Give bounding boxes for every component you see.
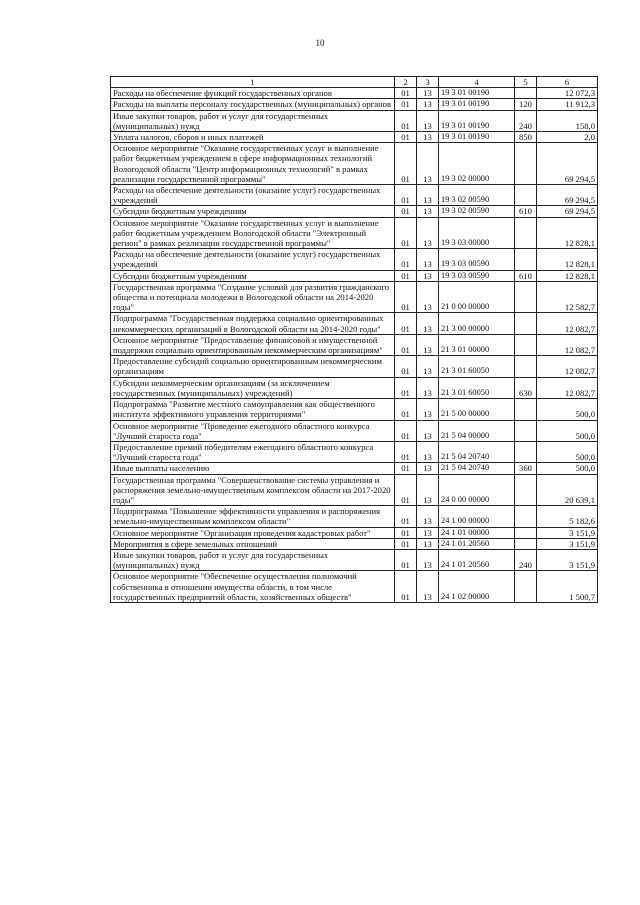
table-row — [111, 463, 598, 474]
row-section-cell: 01 — [395, 399, 417, 420]
row-target-article-cell: 19 3 02 00000 — [439, 143, 515, 185]
table-row — [111, 549, 598, 570]
row-amount-cell: 500,0 — [537, 399, 598, 420]
row-section-cell: 01 — [395, 249, 417, 270]
row-name-cell: Государственная программа "Создание условий для развития гражданского общества и потенциала молодежи в Вологодской области на 2014-2020 годы" — [111, 281, 395, 313]
row-expense-type-cell — [515, 143, 537, 185]
table-row — [111, 313, 598, 334]
row-name-cell: Уплата налогов, сборов и иных платежей — [111, 132, 395, 143]
table-row — [111, 356, 598, 377]
row-target-article-cell: 24 1 02 00000 — [439, 571, 515, 603]
row-name-cell: Государственная программа "Совершенствование системы управления и распоряжения земельно-имущественным комплексом области на 2017-2020 годы" — [111, 474, 395, 506]
row-amount-cell: 12 582,7 — [537, 281, 598, 313]
row-expense-type-cell — [515, 356, 537, 377]
row-subsection-cell: 13 — [417, 571, 439, 603]
row-subsection-cell: 13 — [417, 538, 439, 549]
row-expense-type-cell: 630 — [515, 377, 537, 398]
row-target-article-cell: 24 1 00 00000 — [439, 506, 515, 527]
table-row — [111, 185, 598, 206]
row-name-cell: Основное мероприятие "Проведение ежегодного областного конкурса "Лучший староста года" — [111, 420, 395, 441]
row-amount-cell: 500,0 — [537, 463, 598, 474]
row-subsection-cell: 13 — [417, 506, 439, 527]
row-subsection-cell: 13 — [417, 334, 439, 355]
row-section-cell: 01 — [395, 420, 417, 441]
table-row — [111, 334, 598, 355]
row-section-cell: 01 — [395, 110, 417, 131]
row-section-cell: 01 — [395, 206, 417, 217]
column-header: 3 — [417, 77, 439, 88]
row-target-article-cell: 19 3 02 00590 — [439, 206, 515, 217]
row-target-article-cell: 19 3 01 00190 — [439, 99, 515, 110]
row-amount-cell: 69 294,5 — [537, 206, 598, 217]
row-section-cell: 01 — [395, 132, 417, 143]
table-row — [111, 474, 598, 506]
row-target-article-cell: 21 5 04 20740 — [439, 463, 515, 474]
row-section-cell: 01 — [395, 506, 417, 527]
row-expense-type-cell — [515, 441, 537, 462]
row-target-article-cell: 24 0 00 00000 — [439, 474, 515, 506]
row-expense-type-cell — [515, 88, 537, 99]
row-subsection-cell: 13 — [417, 377, 439, 398]
page-number: 10 — [315, 38, 325, 48]
table-row — [111, 217, 598, 249]
row-name-cell: Расходы на выплаты персоналу государственных (муниципальных) органов — [111, 99, 395, 110]
row-name-cell: Иные закупки товаров, работ и услуг для государственных (муниципальных) нужд — [111, 110, 395, 131]
table-row — [111, 132, 598, 143]
row-expense-type-cell — [515, 313, 537, 334]
row-amount-cell: 12 082,7 — [537, 377, 598, 398]
row-section-cell: 01 — [395, 356, 417, 377]
row-subsection-cell: 13 — [417, 143, 439, 185]
row-subsection-cell: 13 — [417, 110, 439, 131]
row-name-cell: Субсидии бюджетным учреждениям — [111, 270, 395, 281]
column-header: 6 — [537, 77, 598, 88]
row-section-cell: 01 — [395, 313, 417, 334]
table-row — [111, 506, 598, 527]
table-header-row — [111, 77, 598, 88]
table-row — [111, 441, 598, 462]
table-row — [111, 281, 598, 313]
row-subsection-cell: 13 — [417, 88, 439, 99]
row-section-cell: 01 — [395, 377, 417, 398]
table-row — [111, 420, 598, 441]
row-section-cell: 01 — [395, 185, 417, 206]
budget-table — [110, 76, 598, 603]
row-amount-cell: 1 500,7 — [537, 571, 598, 603]
row-expense-type-cell — [515, 527, 537, 538]
row-section-cell: 01 — [395, 143, 417, 185]
row-subsection-cell: 13 — [417, 249, 439, 270]
row-section-cell: 01 — [395, 88, 417, 99]
row-subsection-cell: 13 — [417, 441, 439, 462]
row-section-cell: 01 — [395, 527, 417, 538]
row-name-cell: Расходы на обеспечение деятельности (оказание услуг) государственных учреждений — [111, 185, 395, 206]
table-row — [111, 143, 598, 185]
row-name-cell: Предоставление премий победителям ежегодного областного конкурса "Лучший староста года" — [111, 441, 395, 462]
row-expense-type-cell — [515, 185, 537, 206]
row-target-article-cell: 24 1 01 20560 — [439, 538, 515, 549]
row-subsection-cell: 13 — [417, 549, 439, 570]
row-amount-cell: 3 151,9 — [537, 527, 598, 538]
row-target-article-cell: 19 3 02 00590 — [439, 185, 515, 206]
table-row — [111, 538, 598, 549]
row-amount-cell: 500,0 — [537, 441, 598, 462]
table-body — [111, 88, 598, 603]
row-name-cell: Основное мероприятие "Организация проведения кадастровых работ" — [111, 527, 395, 538]
row-amount-cell: 20 639,1 — [537, 474, 598, 506]
row-target-article-cell: 21 3 01 60050 — [439, 377, 515, 398]
row-expense-type-cell — [515, 249, 537, 270]
row-name-cell: Основное мероприятие "Предоставление финансовой и имущественной поддержки социально ориентированным некоммерческим организациям" — [111, 334, 395, 355]
row-subsection-cell: 13 — [417, 281, 439, 313]
row-name-cell: Иные выплаты населению — [111, 463, 395, 474]
table-row — [111, 399, 598, 420]
row-section-cell: 01 — [395, 571, 417, 603]
row-amount-cell: 12 072,3 — [537, 88, 598, 99]
row-expense-type-cell — [515, 399, 537, 420]
table-row — [111, 527, 598, 538]
row-name-cell: Расходы на обеспечение деятельности (оказание услуг) государственных учреждений — [111, 249, 395, 270]
row-subsection-cell: 13 — [417, 527, 439, 538]
row-name-cell: Предоставление субсидий социально ориентированным некоммерческим организациям — [111, 356, 395, 377]
row-amount-cell: 5 182,6 — [537, 506, 598, 527]
row-amount-cell: 12 082,7 — [537, 356, 598, 377]
row-name-cell: Основное мероприятие "Оказание государственных услуг и выполнение работ бюджетным учреждением в сфере информационных технологий Вологодской области "Центр информационных технологий" в рамках реализации государственной программы" — [111, 143, 395, 185]
row-section-cell: 01 — [395, 538, 417, 549]
column-header: 5 — [515, 77, 537, 88]
row-target-article-cell: 19 3 01 00190 — [439, 132, 515, 143]
row-name-cell: Подпрограмма "Государственная поддержка социально ориентированных некоммерческих организаций в Вологодской области на 2014-2020 годы" — [111, 313, 395, 334]
row-target-article-cell: 21 3 00 00000 — [439, 313, 515, 334]
row-amount-cell: 12 828,1 — [537, 270, 598, 281]
row-expense-type-cell — [515, 334, 537, 355]
row-expense-type-cell: 240 — [515, 110, 537, 131]
row-amount-cell: 500,0 — [537, 420, 598, 441]
row-subsection-cell: 13 — [417, 313, 439, 334]
row-subsection-cell: 13 — [417, 206, 439, 217]
column-header: 1 — [111, 77, 395, 88]
row-amount-cell: 69 294,5 — [537, 143, 598, 185]
row-name-cell: Иные закупки товаров, работ и услуг для государственных (муниципальных) нужд — [111, 549, 395, 570]
row-amount-cell: 11 912,3 — [537, 99, 598, 110]
row-amount-cell: 3 151,9 — [537, 538, 598, 549]
row-subsection-cell: 13 — [417, 399, 439, 420]
row-section-cell: 01 — [395, 549, 417, 570]
row-subsection-cell: 13 — [417, 463, 439, 474]
row-name-cell: Подпрограмма "Развитие местного самоуправления как общественного института эффективного управления территориями" — [111, 399, 395, 420]
row-expense-type-cell: 240 — [515, 549, 537, 570]
row-expense-type-cell: 360 — [515, 463, 537, 474]
table-row — [111, 206, 598, 217]
row-target-article-cell: 19 3 03 00000 — [439, 217, 515, 249]
row-expense-type-cell — [515, 571, 537, 603]
row-section-cell: 01 — [395, 463, 417, 474]
row-section-cell: 01 — [395, 270, 417, 281]
row-expense-type-cell — [515, 506, 537, 527]
row-subsection-cell: 13 — [417, 420, 439, 441]
table-row — [111, 571, 598, 603]
row-amount-cell: 69 294,5 — [537, 185, 598, 206]
row-section-cell: 01 — [395, 334, 417, 355]
row-section-cell: 01 — [395, 99, 417, 110]
row-name-cell: Мероприятия в сфере земельных отношений — [111, 538, 395, 549]
row-name-cell: Субсидии некоммерческим организациям (за исключением государственных (муниципальных) учреждений) — [111, 377, 395, 398]
row-name-cell: Основное мероприятие "Оказание государственных услуг и выполнение работ бюджетным учреждением Вологодской области "Электронный регион" в рамках реализации государственной программы" — [111, 217, 395, 249]
row-target-article-cell: 19 3 01 00190 — [439, 88, 515, 99]
row-target-article-cell: 19 3 03 00590 — [439, 249, 515, 270]
row-section-cell: 01 — [395, 281, 417, 313]
row-expense-type-cell — [515, 420, 537, 441]
row-expense-type-cell: 120 — [515, 99, 537, 110]
table-row — [111, 110, 598, 131]
table-row — [111, 249, 598, 270]
row-amount-cell: 12 082,7 — [537, 313, 598, 334]
row-expense-type-cell: 610 — [515, 270, 537, 281]
row-expense-type-cell — [515, 538, 537, 549]
table-row — [111, 88, 598, 99]
row-name-cell: Подпрограмма "Повышение эффективности управления и распоряжения земельно-имущественным комплексом области" — [111, 506, 395, 527]
table-row — [111, 99, 598, 110]
row-target-article-cell: 21 5 04 00000 — [439, 420, 515, 441]
row-subsection-cell: 13 — [417, 185, 439, 206]
row-amount-cell: 12 828,1 — [537, 217, 598, 249]
column-header: 2 — [395, 77, 417, 88]
row-name-cell: Субсидии бюджетным учреждениям — [111, 206, 395, 217]
row-amount-cell: 3 151,9 — [537, 549, 598, 570]
row-expense-type-cell — [515, 281, 537, 313]
row-subsection-cell: 13 — [417, 270, 439, 281]
row-subsection-cell: 13 — [417, 132, 439, 143]
row-expense-type-cell — [515, 474, 537, 506]
row-subsection-cell: 13 — [417, 474, 439, 506]
row-target-article-cell: 21 3 01 60050 — [439, 356, 515, 377]
row-target-article-cell: 21 3 01 00000 — [439, 334, 515, 355]
row-target-article-cell: 24 1 01 20560 — [439, 549, 515, 570]
row-amount-cell: 2,0 — [537, 132, 598, 143]
column-header: 4 — [439, 77, 515, 88]
row-expense-type-cell — [515, 217, 537, 249]
row-expense-type-cell: 610 — [515, 206, 537, 217]
table-row — [111, 270, 598, 281]
row-target-article-cell: 19 3 03 00590 — [439, 270, 515, 281]
row-section-cell: 01 — [395, 474, 417, 506]
row-target-article-cell: 24 1 01 00000 — [439, 527, 515, 538]
row-target-article-cell: 21 0 00 00000 — [439, 281, 515, 313]
row-name-cell: Расходы на обеспечение функций государственных органов — [111, 88, 395, 99]
row-section-cell: 01 — [395, 441, 417, 462]
row-section-cell: 01 — [395, 217, 417, 249]
row-name-cell: Основное мероприятие "Обеспечение осуществления полномочий собственника в отношении имущества области, в том числе государственных предприятий области, хозяйственных обществ" — [111, 571, 395, 603]
row-target-article-cell: 19 3 01 00190 — [439, 110, 515, 131]
row-amount-cell: 12 082,7 — [537, 334, 598, 355]
row-target-article-cell: 21 5 00 00000 — [439, 399, 515, 420]
row-subsection-cell: 13 — [417, 356, 439, 377]
table-row — [111, 377, 598, 398]
row-subsection-cell: 13 — [417, 99, 439, 110]
row-amount-cell: 12 828,1 — [537, 249, 598, 270]
row-target-article-cell: 21 5 04 20740 — [439, 441, 515, 462]
row-amount-cell: 158,0 — [537, 110, 598, 131]
row-expense-type-cell: 850 — [515, 132, 537, 143]
row-subsection-cell: 13 — [417, 217, 439, 249]
